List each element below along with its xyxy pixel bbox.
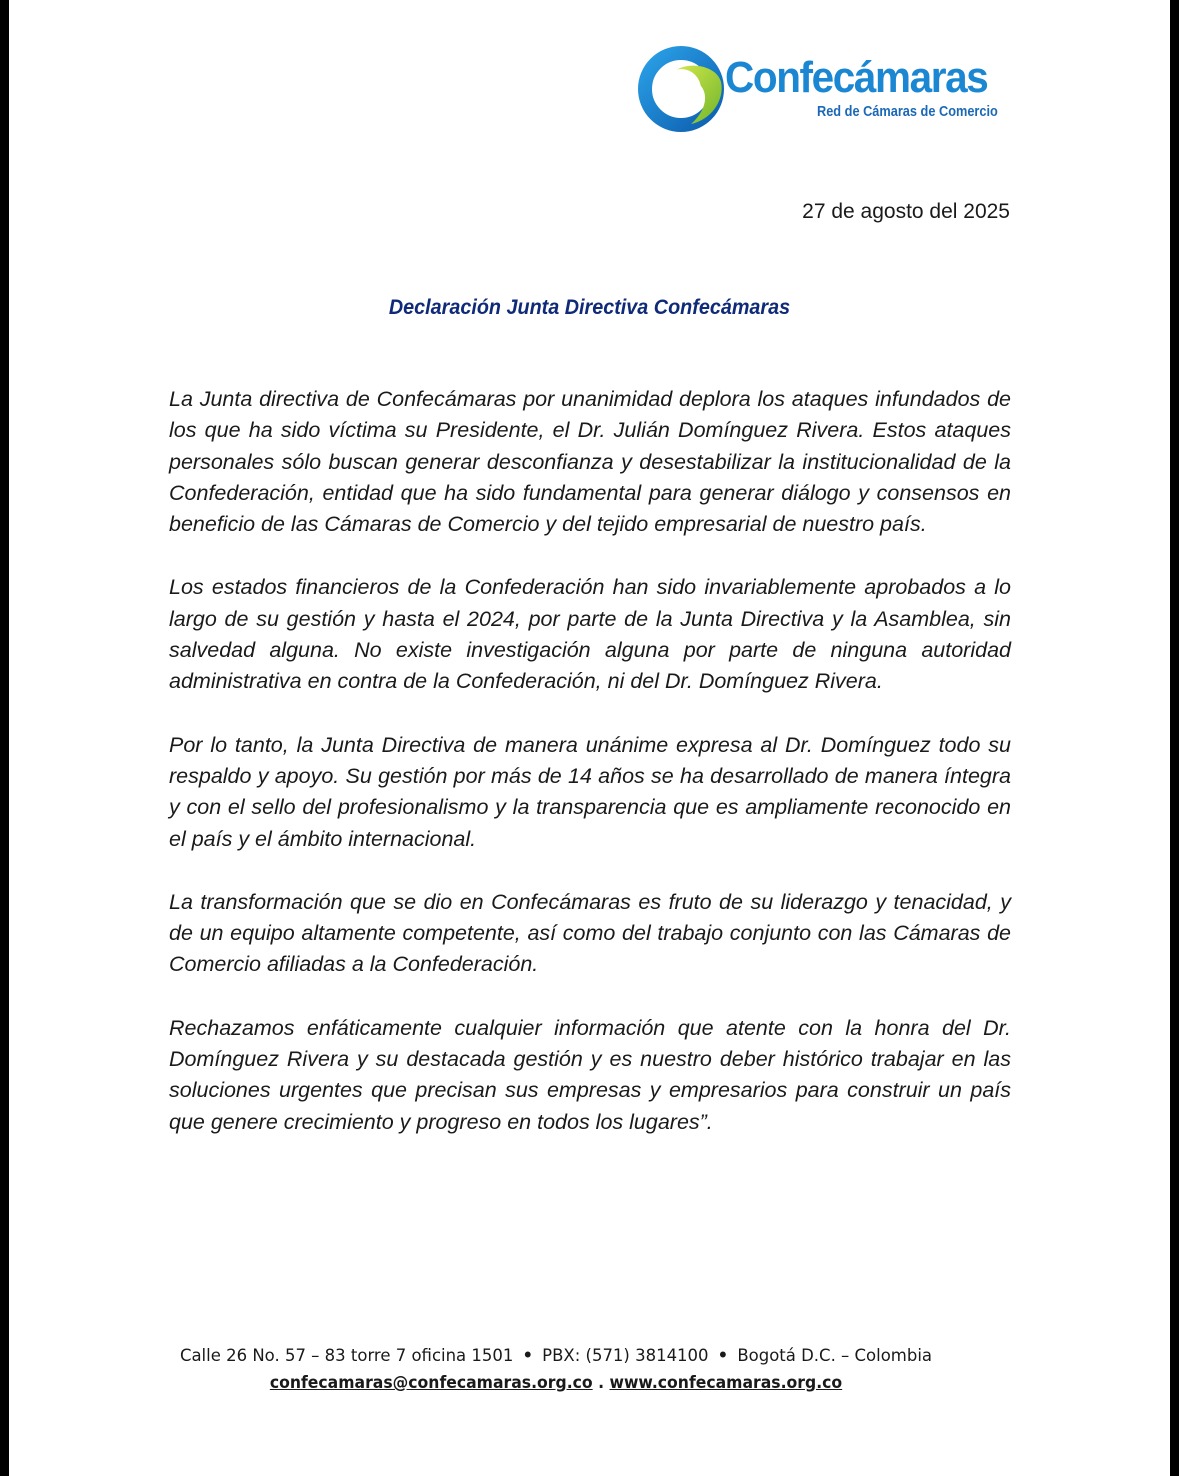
- logo-tagline: Red de Cámaras de Comercio: [817, 104, 998, 120]
- footer-address: Calle 26 No. 57 – 83 torre 7 oficina 1501: [179, 1346, 514, 1366]
- footer-phone: PBX: (571) 3814100: [542, 1346, 709, 1366]
- document-title: Declaración Junta Directiva Confecámaras: [388, 295, 791, 319]
- footer-contact-line: [25, 1346, 1086, 1366]
- footer-website-link[interactable]: www.confecamaras.org.co: [609, 1373, 843, 1393]
- document-footer: [9, 1346, 1103, 1393]
- footer-email-link[interactable]: confecamaras@confecamaras.org.co: [269, 1373, 593, 1393]
- paragraph: Rechazamos enfáticamente cualquier información que atente con la honra del Dr. Domínguez Rivera y su destacada gestión y es nuestro deber histórico trabajar en las soluciones urgentes que precisan sus empresas y empresarios para construir un país que genere crecimiento y progreso en todos los lugares”.: [169, 1015, 1011, 1134]
- document-date: 27 de agosto del 2025: [802, 200, 1010, 223]
- document-page: [9, 0, 1170, 1476]
- confecamaras-logo: [627, 42, 1027, 142]
- paragraph: Por lo tanto, la Junta Directiva de manera unánime expresa al Dr. Domínguez todo su respaldo y apoyo. Su gestión por más de 14 años se ha desarrollado de manera íntegra y con el sello del profesionalismo y la transparencia que es ampliamente reconocido en el país y el ámbito internacional.: [169, 732, 1011, 851]
- logo-wordmark: Confecámaras: [725, 53, 988, 102]
- paragraph: La Junta directiva de Confecámaras por unanimidad deplora los ataques infundados de los que ha sido víctima su Presidente, el Dr. Julián Domínguez Rivera. Estos ataques personales sólo buscan generar desconfianza y desestabilizar la institucionalidad de la Confederación, entidad que ha sido fundamental para generar diálogo y consensos en beneficio de las Cámaras de Comercio y del tejido empresarial de nuestro país.: [169, 387, 1011, 537]
- document-body: [169, 384, 1011, 1170]
- footer-separator: .: [598, 1373, 605, 1393]
- logo-ring-icon: [627, 42, 727, 142]
- bullet-separator-icon: •: [522, 1346, 534, 1366]
- footer-links-line: [53, 1373, 1059, 1393]
- paragraph: Los estados financieros de la Confederación han sido invariablemente aprobados a lo largo de su gestión y hasta el 2024, por parte de la Junta Directiva y la Asamblea, sin salvedad alguna. No existe investigación alguna por parte de ninguna autoridad administrativa en contra de la Confederación, ni del Dr. Domínguez Rivera.: [169, 575, 1011, 694]
- footer-city: Bogotá D.C. – Colombia: [737, 1346, 933, 1366]
- bullet-separator-icon: •: [717, 1346, 729, 1366]
- paragraph: La transformación que se dio en Confecámaras es fruto de su liderazgo y tenacidad, y de un equipo altamente competente, así como del trabajo conjunto con las Cámaras de Comercio afiliadas a la Confederación.: [169, 889, 1011, 977]
